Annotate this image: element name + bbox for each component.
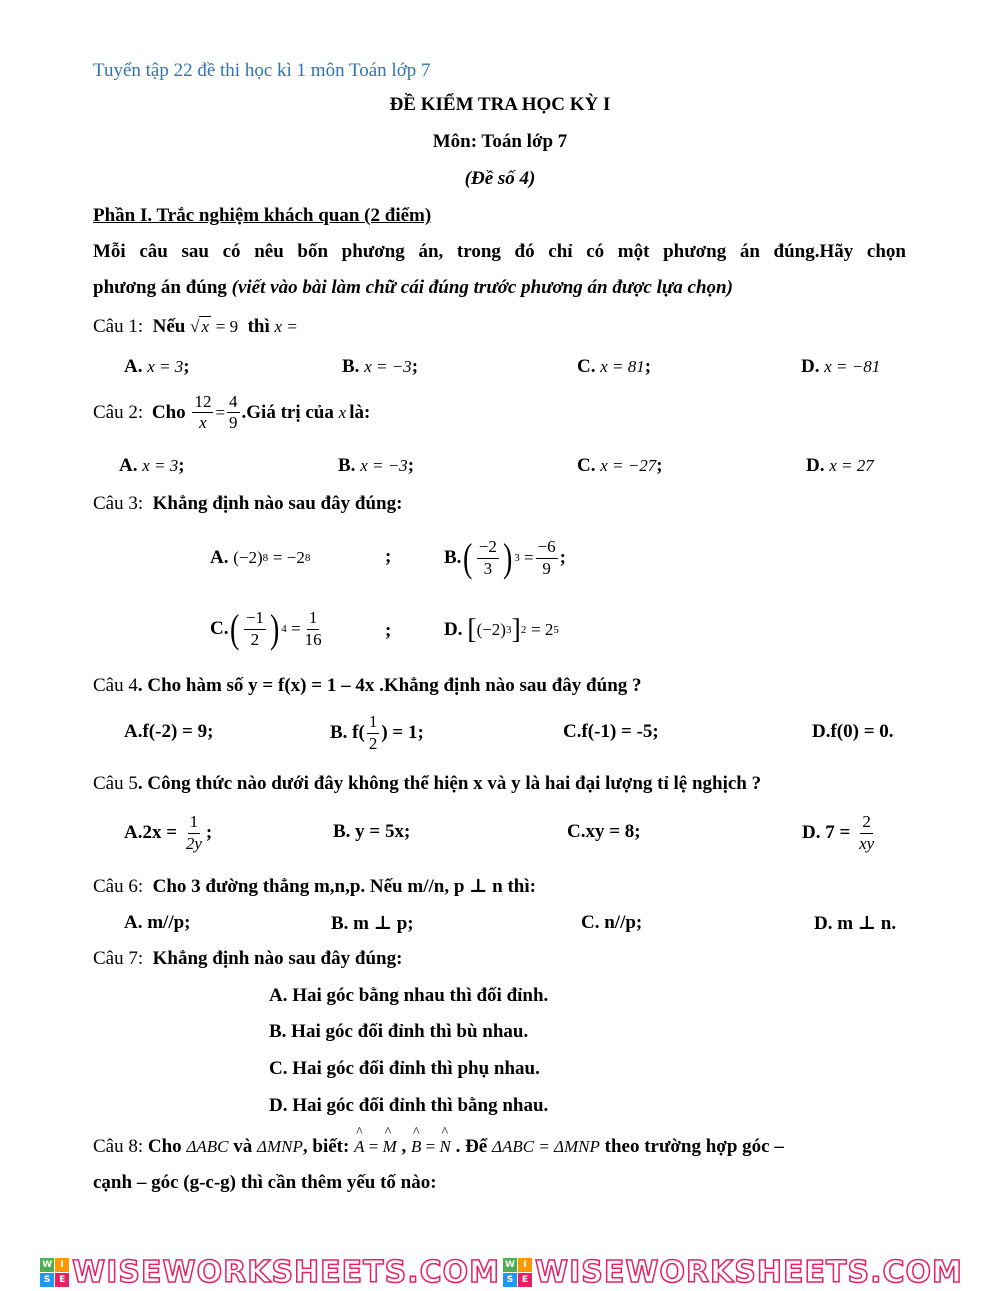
q1-text-a: Nếu bbox=[152, 316, 186, 337]
q3-option-b: B. ( $\frac{-2}{3}$ ) 3 = $\frac{-6}{9}$ ; bbox=[444, 535, 566, 580]
q2-var: x bbox=[338, 402, 347, 422]
q4-text: . Cho hàm số y = f(x) = 1 – 4x .Khẳng định nào sau đây đúng ? bbox=[137, 675, 642, 696]
q3-option-c: C. ( $\frac{-1}{2}$ ) 4 = $\frac{1}{16}$ bbox=[210, 606, 322, 651]
q2-option-b: B. x = −3; bbox=[338, 455, 415, 476]
wise-logo-icon: W I S E bbox=[40, 1258, 69, 1287]
q2-option-c: C. x = −27; bbox=[577, 455, 663, 476]
q1-option-b: B. x = −3; bbox=[342, 356, 419, 377]
instruction-bold: phương án đúng bbox=[93, 277, 227, 298]
q1-label: Câu 1: bbox=[93, 316, 144, 337]
q6-option-b: B. m ⊥ p; bbox=[331, 913, 414, 934]
question-5 bbox=[93, 773, 761, 795]
q2-option-d: D. x = 27 bbox=[806, 455, 874, 476]
q1-end: x = bbox=[274, 317, 298, 336]
q7-option-a: A. Hai góc bằng nhau thì đối đỉnh. bbox=[269, 985, 549, 1006]
q8-line2: cạnh – góc (g-c-g) thì cần thêm yếu tố nào: bbox=[93, 1172, 437, 1193]
question-3 bbox=[93, 493, 402, 515]
series-title: Tuyển tập 22 đề thi học kì 1 môn Toán lớp 7 bbox=[93, 60, 431, 81]
question-8: Câu 8: Cho ΔABC và ΔMNP, biết: ^ A = ^ M , ^ B = ^ N . Để ΔABC = ΔMNP theo trường hợp góc – bbox=[93, 1136, 784, 1158]
q2-text-b: .Giá trị của bbox=[241, 401, 334, 423]
watermark-footer bbox=[0, 1253, 1000, 1291]
q1-option-a: A. x = 3; bbox=[124, 356, 190, 377]
q3-option-d: D. [ (−2) 3 ] 2 = 2 5 bbox=[444, 614, 559, 645]
q5-text: . Công thức nào dưới đây không thể hiện x và y là hai đại lượng tỉ lệ nghịch ? bbox=[137, 773, 762, 794]
q7-option-b: B. Hai góc đối đỉnh thì bù nhau. bbox=[269, 1021, 529, 1042]
q1-text-b: thì bbox=[247, 316, 270, 337]
q7-text: Khẳng định nào sau đây đúng: bbox=[152, 948, 403, 969]
q6-option-d: D. m ⊥ n. bbox=[814, 913, 897, 934]
q3-sep-2: ; bbox=[385, 620, 392, 641]
q4-option-b: B. f( $\frac{1}{2}$ ) = 1; bbox=[330, 712, 424, 753]
part1-heading: Phần I. Trắc nghiệm khách quan (2 điểm) bbox=[93, 205, 432, 226]
q4-option-a: A.f(-2) = 9; bbox=[124, 721, 214, 742]
q4-option-c: C.f(-1) = -5; bbox=[563, 721, 659, 742]
q7-option-c: C. Hai góc đối đỉnh thì phụ nhau. bbox=[269, 1058, 540, 1079]
exam-subject: Môn: Toán lớp 7 bbox=[432, 131, 568, 152]
q5-option-b: B. y = 5x; bbox=[333, 821, 411, 842]
q6-text: Cho 3 đường thẳng m,n,p. Nếu m//n, p ⊥ n thì: bbox=[152, 876, 536, 897]
exam-title: ĐỀ KIỂM TRA HỌC KỲ I bbox=[389, 94, 611, 115]
q5-label: Câu 5 bbox=[93, 773, 138, 794]
q2-text-a: Cho bbox=[151, 401, 186, 423]
q7-option-d: D. Hai góc đối đỉnh thì bằng nhau. bbox=[269, 1095, 549, 1116]
question-4 bbox=[93, 675, 642, 697]
q1-option-c: C. x = 81; bbox=[577, 356, 652, 377]
question-6 bbox=[93, 875, 536, 898]
q3-option-a: A. (−2) 8 = −2 8 bbox=[210, 547, 311, 568]
q8-label: Câu 8: bbox=[93, 1136, 144, 1157]
q2-label: Câu 2: bbox=[93, 401, 144, 423]
q5-option-c: C.xy = 8; bbox=[567, 821, 641, 842]
part1-instruction-line2 bbox=[93, 277, 733, 299]
question-1: Câu 1: Nếu √ x = 9 thì x = bbox=[93, 316, 298, 337]
q5-option-a: A.2x = $\frac{1}{2y}$ ; bbox=[124, 812, 213, 853]
q2-option-a: A. x = 3; bbox=[119, 455, 185, 476]
q3-text: Khẳng định nào sau đây đúng: bbox=[152, 493, 403, 514]
q6-option-a: A. m//p; bbox=[124, 912, 191, 933]
q2-frac2: $\frac{4}{9}$ bbox=[229, 392, 238, 433]
watermark-text-2: WISEWORKSHEETS.COM bbox=[535, 1254, 963, 1290]
q7-label: Câu 7: bbox=[93, 948, 144, 969]
q6-option-c: C. n//p; bbox=[581, 912, 643, 933]
q1-sqrt: x bbox=[201, 317, 210, 336]
q3-label: Câu 3: bbox=[93, 493, 144, 514]
part1-instruction-line1: Mỗi câu sau có nêu bốn phương án, trong đó chỉ có một phương án đúng.Hãy chọn bbox=[93, 241, 906, 262]
watermark-text: WISEWORKSHEETS.COM bbox=[72, 1254, 500, 1290]
q1-option-d: D. x = −81 bbox=[801, 356, 881, 377]
question-7 bbox=[93, 948, 402, 970]
exam-number: (Đề số 4) bbox=[464, 168, 536, 189]
q4-label: Câu 4 bbox=[93, 675, 138, 696]
q2-frac1: $\frac{12}{x}$ bbox=[194, 392, 212, 433]
q5-option-d: D. 7 = $\frac{2}{xy}$ bbox=[802, 812, 875, 853]
instruction-italic: (viết vào bài làm chữ cái đúng trước phương án được lựa chọn) bbox=[231, 277, 733, 298]
q4-option-d: D.f(0) = 0. bbox=[812, 721, 894, 742]
q1-eq: = 9 bbox=[215, 317, 239, 336]
question-2: Câu 2: Cho $\frac{12}{x}$ = $\frac{4}{9}$ .Giá trị của x là: bbox=[93, 392, 371, 433]
q6-label: Câu 6: bbox=[93, 876, 144, 897]
q3-sep-1: ; bbox=[385, 546, 392, 567]
q2-text-c: là: bbox=[349, 401, 371, 423]
wise-logo-icon-2: W I S E bbox=[503, 1258, 532, 1287]
